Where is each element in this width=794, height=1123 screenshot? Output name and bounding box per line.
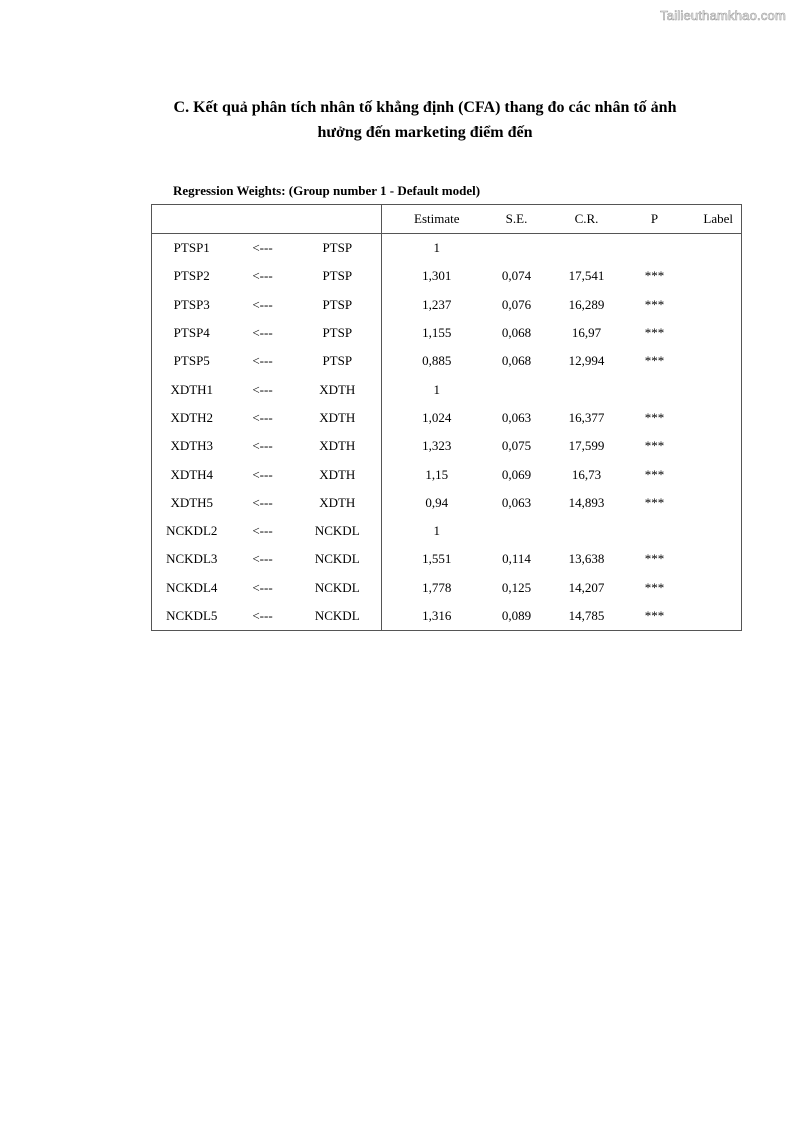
cell-arrow: <--- (252, 608, 273, 623)
cell-p (632, 375, 678, 403)
section-heading-line-2: hưởng đến marketing điểm đến (317, 124, 533, 141)
cell-se: 0,069 (501, 466, 532, 482)
cell-factor: NCKDL (294, 574, 382, 602)
cell-factor: XDTH (294, 432, 382, 460)
cell-cr: 16,97 (571, 325, 602, 341)
cell-cr: 12,994 (568, 353, 605, 369)
watermark: Tailieuthamkhao.com (660, 8, 786, 23)
table-row (152, 489, 742, 517)
table-row (152, 460, 742, 488)
cell-cr: 14,893 (568, 494, 605, 510)
cell-cr (542, 375, 632, 403)
cell-estimate: 1,778 (422, 579, 452, 595)
cell-se: 0,074 (501, 268, 532, 284)
table-body (152, 234, 742, 631)
cell-arrow: <--- (252, 381, 273, 397)
cell-estimate: 1,237 (422, 296, 452, 312)
cell-label (678, 545, 742, 573)
cell-estimate: 1,551 (422, 551, 452, 567)
cell-se: 0,063 (501, 409, 532, 425)
regression-weights-table (151, 204, 742, 631)
cell-factor: PTSP (294, 262, 382, 290)
cell-p: *** (644, 409, 665, 425)
cell-estimate: 1,155 (422, 325, 452, 341)
cell-estimate: 1 (433, 523, 441, 539)
cell-estimate: 1 (433, 381, 441, 397)
cell-estimate: 0,885 (422, 353, 452, 369)
cell-factor: PTSP (294, 319, 382, 347)
cell-se: 0,089 (501, 608, 532, 623)
section-heading (130, 95, 720, 145)
cell-factor: PTSP (294, 234, 382, 263)
section-heading-line-1: C. Kết quả phân tích nhân tố khẳng định (CFA) thang đo các nhân tố ảnh (173, 99, 677, 116)
table-row (152, 234, 742, 263)
cell-arrow: <--- (252, 296, 273, 312)
cell-arrow: <--- (252, 551, 273, 567)
cell-label (678, 375, 742, 403)
cell-se: 0,068 (501, 353, 532, 369)
header-label: Label (678, 205, 742, 234)
table-row (152, 375, 742, 403)
cell-factor: XDTH (294, 460, 382, 488)
cell-cr: 13,638 (568, 551, 605, 567)
cell-cr: 17,541 (568, 268, 605, 284)
cell-label (678, 602, 742, 631)
cell-arrow: <--- (252, 240, 273, 256)
cell-arrow: <--- (252, 268, 273, 284)
table-row (152, 319, 742, 347)
table-row (152, 517, 742, 545)
cell-p: *** (644, 608, 665, 623)
cell-se: 0,068 (501, 325, 532, 341)
header-estimate: Estimate (382, 205, 492, 234)
cell-estimate: 1 (433, 240, 441, 256)
cell-factor: NCKDL (294, 517, 382, 545)
header-path-cell (152, 205, 382, 234)
cell-cr: 14,785 (568, 608, 605, 623)
cell-estimate: 1,323 (422, 438, 452, 454)
cell-label (678, 262, 742, 290)
cell-arrow: <--- (252, 409, 273, 425)
cell-item: NCKDL3 (166, 551, 218, 567)
table-caption: Regression Weights: (Group number 1 - Default model) (173, 183, 481, 198)
cell-item: NCKDL4 (166, 579, 218, 595)
cell-se (492, 375, 542, 403)
cell-se: 0,114 (502, 551, 531, 567)
cell-factor: PTSP (294, 347, 382, 375)
cell-item: NCKDL2 (166, 523, 218, 539)
table-row (152, 545, 742, 573)
cell-label (678, 319, 742, 347)
cell-se: 0,076 (501, 296, 532, 312)
cell-item: PTSP5 (173, 353, 210, 369)
cell-p: *** (644, 438, 665, 454)
cell-arrow: <--- (252, 579, 273, 595)
table-row (152, 574, 742, 602)
cell-se: 0,063 (501, 494, 532, 510)
cell-label (678, 234, 742, 263)
cell-estimate: 1,301 (422, 268, 452, 284)
cell-item: PTSP3 (173, 296, 210, 312)
header-se: S.E. (492, 205, 542, 234)
cell-cr: 17,599 (568, 438, 605, 454)
cell-p (632, 234, 678, 263)
cell-p: *** (644, 353, 665, 369)
cell-factor: NCKDL (294, 545, 382, 573)
cell-factor: NCKDL (294, 602, 382, 631)
cell-p: *** (644, 551, 665, 567)
cell-item: XDTH4 (170, 466, 214, 482)
cell-item: NCKDL5 (166, 608, 218, 623)
cell-estimate: 1,316 (422, 608, 452, 623)
cell-estimate: 1,024 (422, 409, 452, 425)
cell-arrow: <--- (252, 523, 273, 539)
table-row (152, 347, 742, 375)
cell-label (678, 432, 742, 460)
cell-label (678, 517, 742, 545)
cell-cr: 14,207 (568, 579, 605, 595)
cell-label (678, 404, 742, 432)
cell-se (492, 517, 542, 545)
cell-item: XDTH5 (170, 494, 214, 510)
cell-se: 0,125 (501, 579, 532, 595)
cell-label (678, 291, 742, 319)
table-row (152, 602, 742, 631)
cell-estimate: 0,94 (425, 494, 449, 510)
cell-label (678, 489, 742, 517)
cell-item: PTSP1 (173, 240, 210, 256)
cell-arrow: <--- (252, 438, 273, 454)
cell-factor: PTSP (294, 291, 382, 319)
cell-p: *** (644, 466, 665, 482)
cell-p: *** (644, 296, 665, 312)
cell-cr (542, 517, 632, 545)
cell-cr (542, 234, 632, 263)
cell-arrow: <--- (252, 353, 273, 369)
header-cr: C.R. (542, 205, 632, 234)
cell-item: PTSP4 (173, 325, 210, 341)
cell-p: *** (644, 325, 665, 341)
cell-label (678, 347, 742, 375)
table-row (152, 432, 742, 460)
cell-factor: XDTH (294, 375, 382, 403)
cell-factor: XDTH (294, 404, 382, 432)
cell-item: XDTH3 (170, 438, 214, 454)
cell-p: *** (644, 268, 665, 284)
cell-cr: 16,289 (568, 296, 605, 312)
cell-se: 0,075 (501, 438, 532, 454)
table-header (152, 205, 742, 234)
cell-arrow: <--- (252, 325, 273, 341)
table-row (152, 291, 742, 319)
cell-factor: XDTH (294, 489, 382, 517)
cell-label (678, 574, 742, 602)
cell-item: XDTH2 (170, 409, 214, 425)
cell-se (492, 234, 542, 263)
cell-cr: 16,377 (568, 409, 605, 425)
cell-p: *** (644, 494, 665, 510)
table-row (152, 404, 742, 432)
cell-label (678, 460, 742, 488)
cell-arrow: <--- (252, 466, 273, 482)
cell-arrow: <--- (252, 494, 273, 510)
cell-p: *** (644, 579, 665, 595)
table-row (152, 262, 742, 290)
cell-p (632, 517, 678, 545)
cell-item: XDTH1 (170, 381, 214, 397)
cell-estimate: 1,15 (425, 466, 449, 482)
header-p: P (632, 205, 678, 234)
cell-cr: 16,73 (571, 466, 602, 482)
cell-item: PTSP2 (173, 268, 210, 284)
